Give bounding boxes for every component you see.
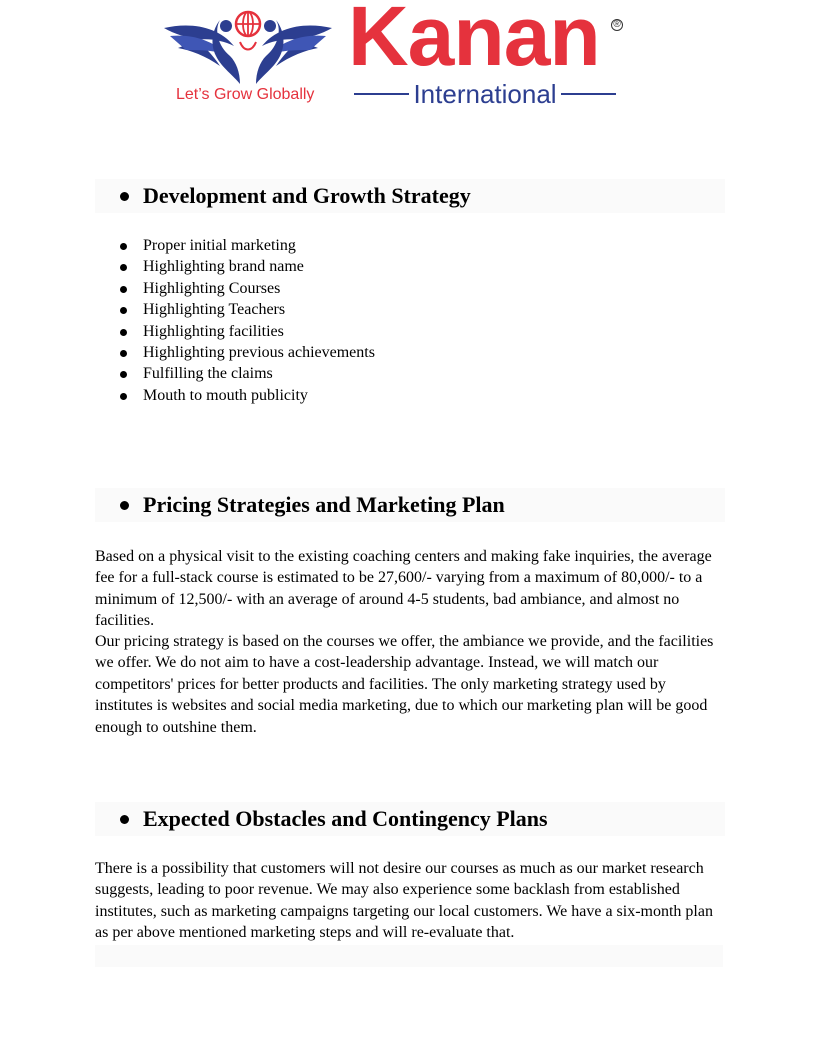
bullet-icon [120, 393, 127, 400]
divider-line [354, 93, 409, 95]
brand-subtitle: International [413, 78, 557, 109]
list-item: Highlighting previous achievements [95, 342, 375, 363]
obstacles-paragraph: There is a possibility that customers will not desire our courses as much as our market research suggests, leading to poor revenue. We may also experience some backlash from established institutes, such as marketing campaigns targeting our local customers. We have a six-month plan as per above mentioned marketing steps and will re-evaluate that. [95, 860, 713, 942]
bullet-icon [120, 815, 129, 824]
bullet-icon [120, 371, 127, 378]
divider-line [561, 93, 616, 95]
tagline: Let’s Grow Globally [176, 86, 315, 103]
section-heading-development [95, 179, 725, 213]
page-header [0, 0, 821, 120]
list-item: Proper initial marketing [95, 235, 375, 256]
registered-trademark-icon: ® [611, 19, 623, 31]
section-title: Development and Growth Strategy [143, 183, 471, 208]
bullet-icon [120, 264, 127, 271]
bullet-icon [120, 501, 129, 510]
wings-globe-logo-icon [160, 6, 336, 88]
pricing-paragraph-1: Based on a physical visit to the existing coaching centers and making fake inquiries, the average fee for a full-stack course is estimated to be 27,600/- varying from a maximum of 80,000/- to a minimum of 12,500/- with an average of around 4-5 students, bad ambiance, and almost no facilities. [95, 548, 712, 630]
strategy-bullet-list [95, 235, 375, 406]
list-item: Highlighting facilities [95, 321, 375, 342]
bullet-icon [120, 243, 127, 250]
brand-subtitle-row [354, 80, 616, 108]
bullet-icon [120, 192, 129, 201]
section-title: Pricing Strategies and Marketing Plan [143, 492, 505, 517]
list-item: Highlighting brand name [95, 256, 375, 277]
section-heading-obstacles [95, 802, 725, 836]
brand-name: Kanan [348, 0, 600, 83]
bullet-icon [120, 307, 127, 314]
bullet-icon [120, 329, 127, 336]
list-item: Fulfilling the claims [95, 363, 375, 384]
empty-shaded-line [95, 945, 723, 967]
bullet-icon [120, 286, 127, 293]
section-title: Expected Obstacles and Contingency Plans [143, 806, 548, 831]
section-heading-pricing [95, 488, 725, 522]
bullet-icon [120, 350, 127, 357]
list-item: Highlighting Teachers [95, 299, 375, 320]
list-item: Highlighting Courses [95, 278, 375, 299]
list-item: Mouth to mouth publicity [95, 385, 375, 406]
pricing-paragraph-2: Our pricing strategy is based on the courses we offer, the ambiance we provide, and the facilities we offer. We do not aim to have a cost-leadership advantage. Instead, we will match our competitors' prices for better products and facilities. The only marketing strategy used by institutes is websites and social media marketing, due to which our marketing plan will be good enough to outshine them. [95, 633, 714, 736]
